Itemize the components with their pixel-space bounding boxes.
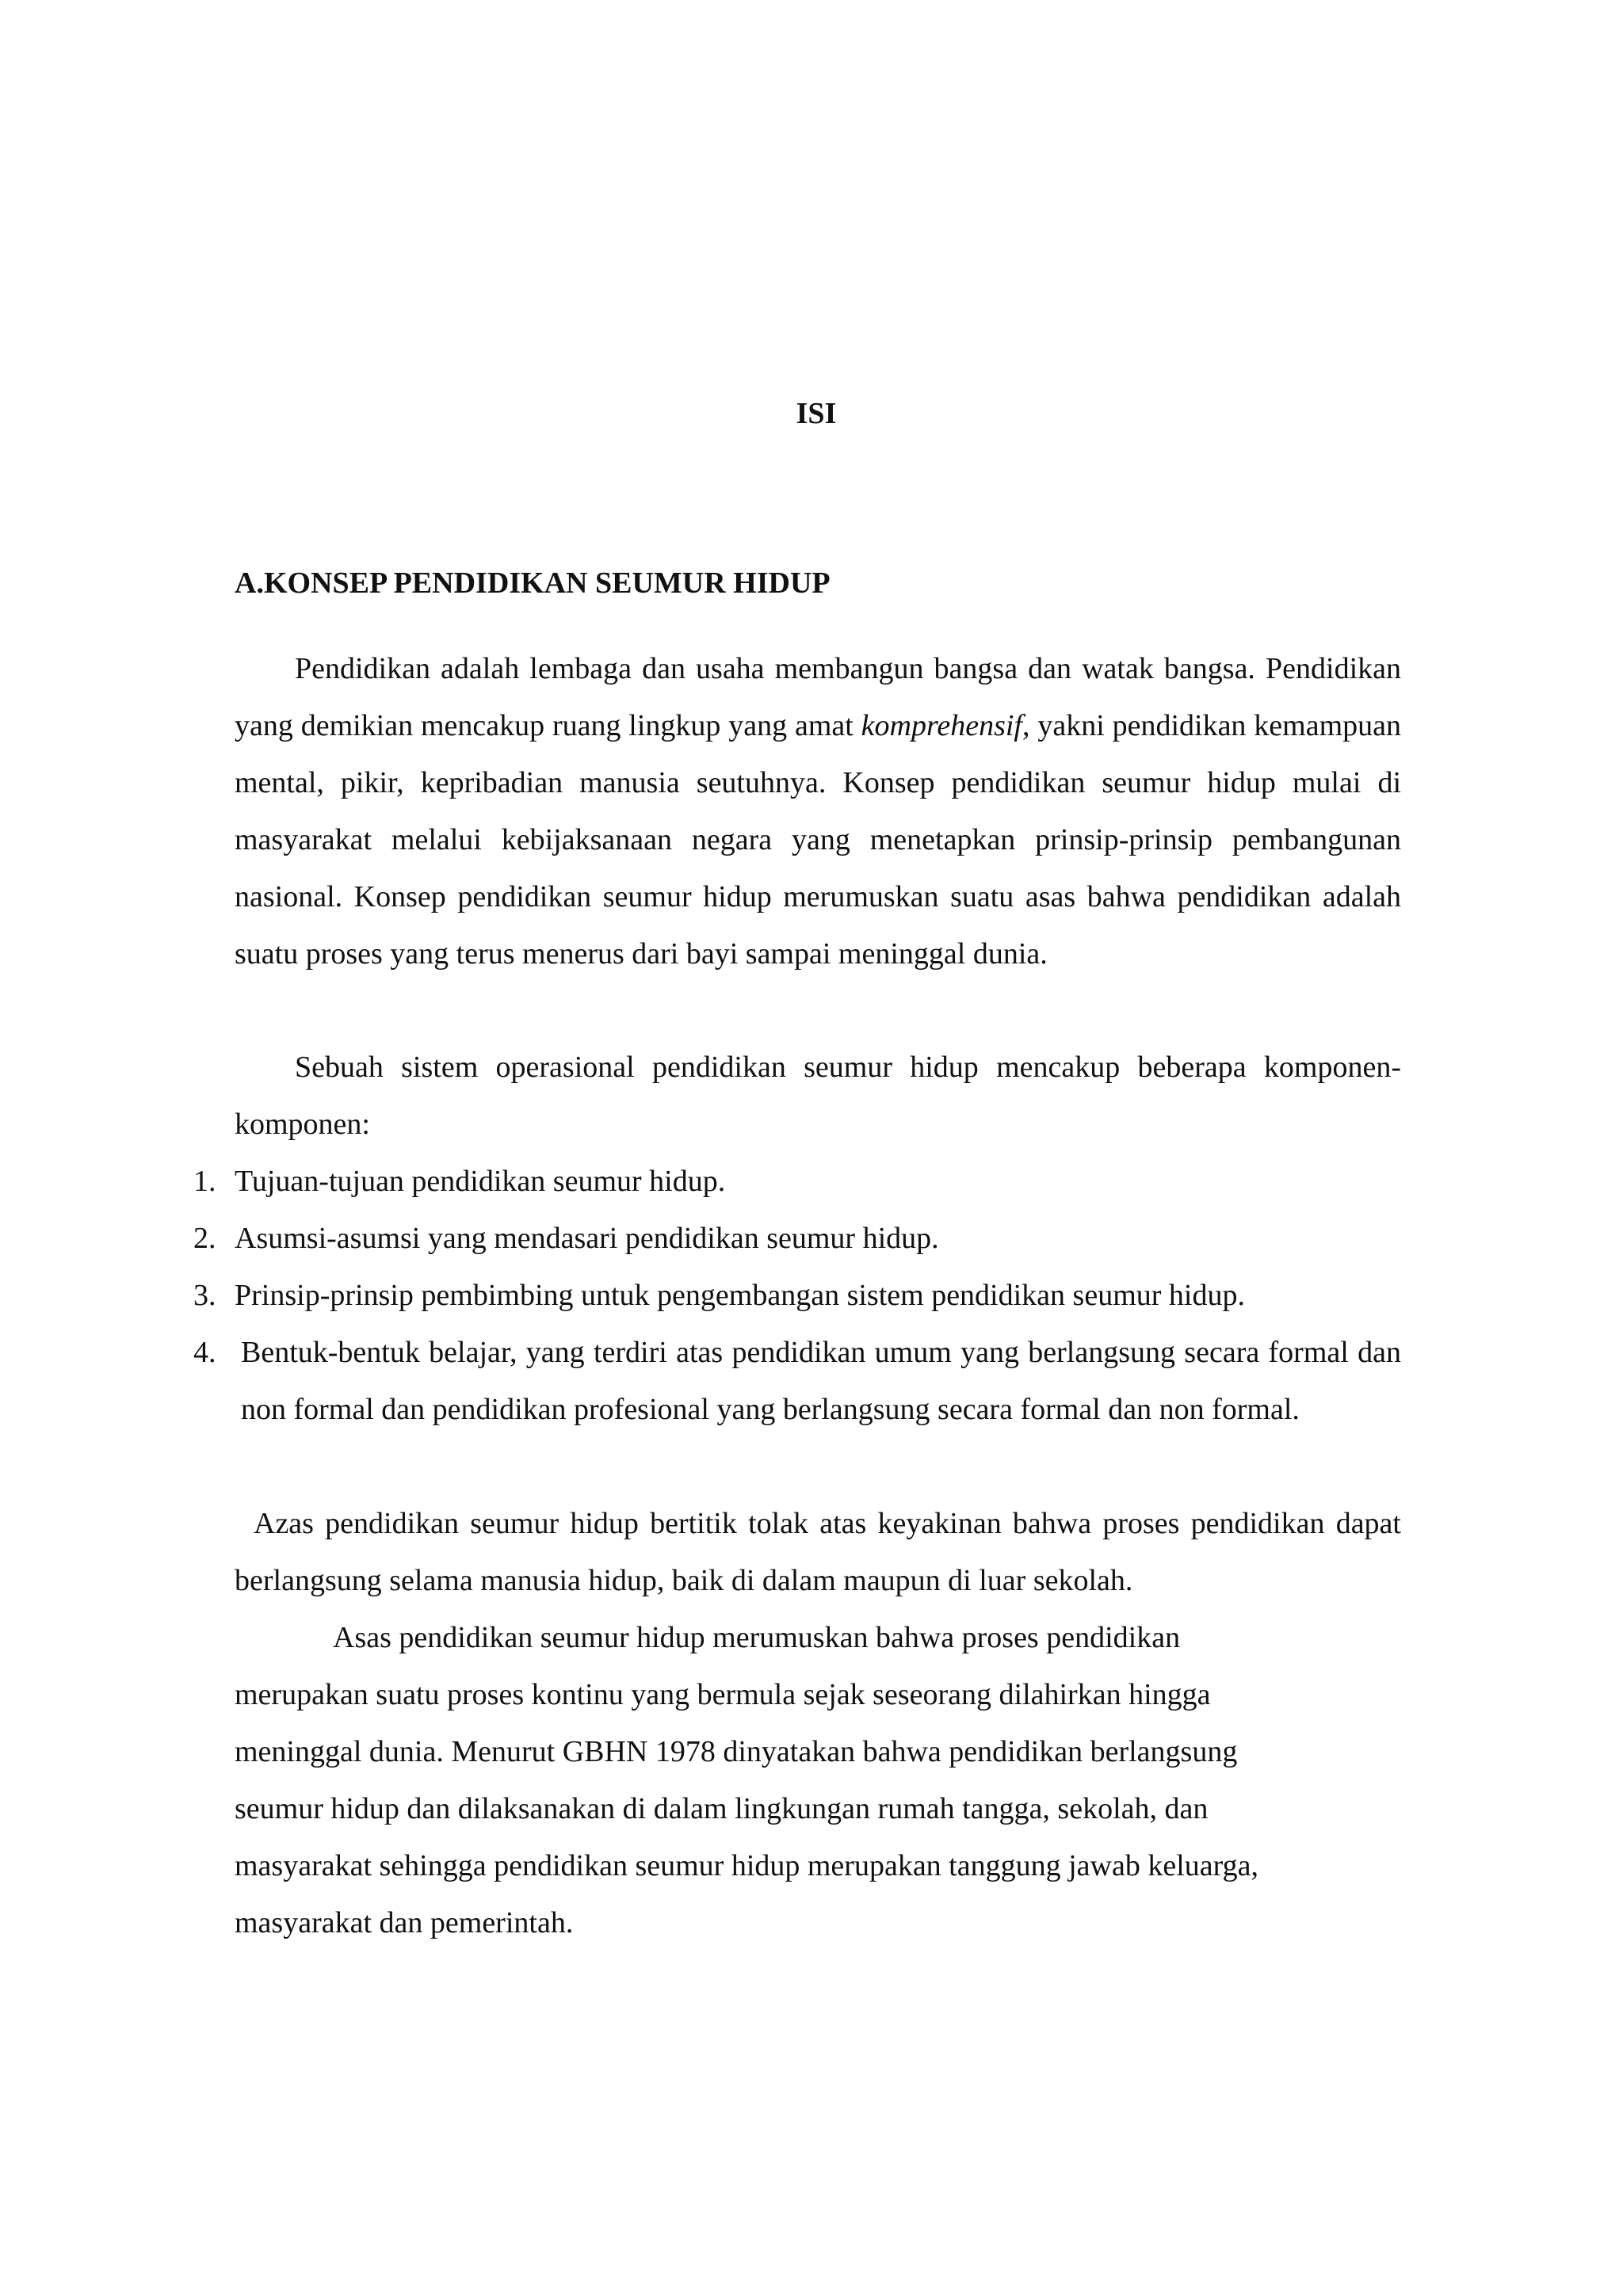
list-item-number: 3. (193, 1279, 216, 1312)
paragraph-4-line: seumur hidup dan dilaksanakan di dalam lingkungan rumah tangga, sekolah, dan (235, 1792, 1209, 1825)
paragraph-1-text-a: Pendidikan adalah lembaga dan usaha membangun bangsa dan watak bangsa. Pendidikan yang demikian mencakup ruang lingkup yang amat (235, 652, 1401, 742)
paragraph-2 (235, 1039, 1401, 1153)
paragraph-4-line: meninggal dunia. Menurut GBHN 1978 dinyatakan bahwa pendidikan berlangsung (235, 1735, 1238, 1768)
paragraph-4-line: Asas pendidikan seumur hidup merumuskan bahwa proses pendidikan (333, 1621, 1181, 1654)
paragraph-4 (235, 1609, 1401, 1951)
list-item-text: Asumsi-asumsi yang mendasari pendidikan seumur hidup. (235, 1222, 939, 1255)
paragraph-3: Azas pendidikan seumur hidup bertitik tolak atas keyakinan bahwa proses pendidikan dapat berlangsung selama manusia hidup, baik di dalam maupun di luar sekolah. (235, 1507, 1401, 1597)
list-item-number: 4. (193, 1336, 216, 1369)
list-item-number: 2. (193, 1222, 216, 1255)
list-item-number: 1. (193, 1165, 216, 1198)
component-list (190, 1153, 1401, 1438)
paragraph-4-line: merupakan suatu proses kontinu yang bermula sejak seseorang dilahirkan hingga (235, 1678, 1211, 1711)
list-item (190, 1324, 1401, 1438)
page-title: ISI (796, 397, 837, 430)
paragraph-1-italic-term: komprehensif (861, 709, 1022, 742)
section-heading: A.KONSEP PENDIDIKAN SEUMUR HIDUP (235, 566, 831, 600)
list-item (190, 1267, 1401, 1324)
list-item-text: Tujuan-tujuan pendidikan seumur hidup. (235, 1165, 726, 1198)
list-item (190, 1153, 1401, 1210)
list-item-text: Prinsip-prinsip pembimbing untuk pengembangan sistem pendidikan seumur hidup. (235, 1279, 1245, 1312)
paragraph-1 (235, 640, 1401, 982)
paragraph-1-text-b: , yakni pendidikan kemampuan mental, pikir, kepribadian manusia seutuhnya. Konsep pendidikan seumur hidup mulai di masyarakat melalui kebijaksanaan negara yang menetapkan prinsip-prinsip pembangunan nasional. Konsep pendidikan seumur hidup merumuskan suatu asas bahwa pendidikan adalah suatu proses yang terus menerus dari bayi sampai meninggal dunia. (235, 709, 1401, 971)
list-item (190, 1210, 1401, 1267)
paragraph-4-line: masyarakat dan pemerintah. (235, 1906, 574, 1939)
list-item-text: Bentuk-bentuk belajar, yang terdiri atas pendidikan umum yang berlangsung secara formal dan non formal dan pendidikan profesional yang berlangsung secara formal dan non formal. (241, 1336, 1401, 1426)
paragraph-4-line: masyarakat sehingga pendidikan seumur hidup merupakan tanggung jawab keluarga, (235, 1849, 1258, 1882)
paragraph-2-text: Sebuah sistem operasional pendidikan seumur hidup mencakup beberapa komponen-komponen: (235, 1051, 1401, 1141)
